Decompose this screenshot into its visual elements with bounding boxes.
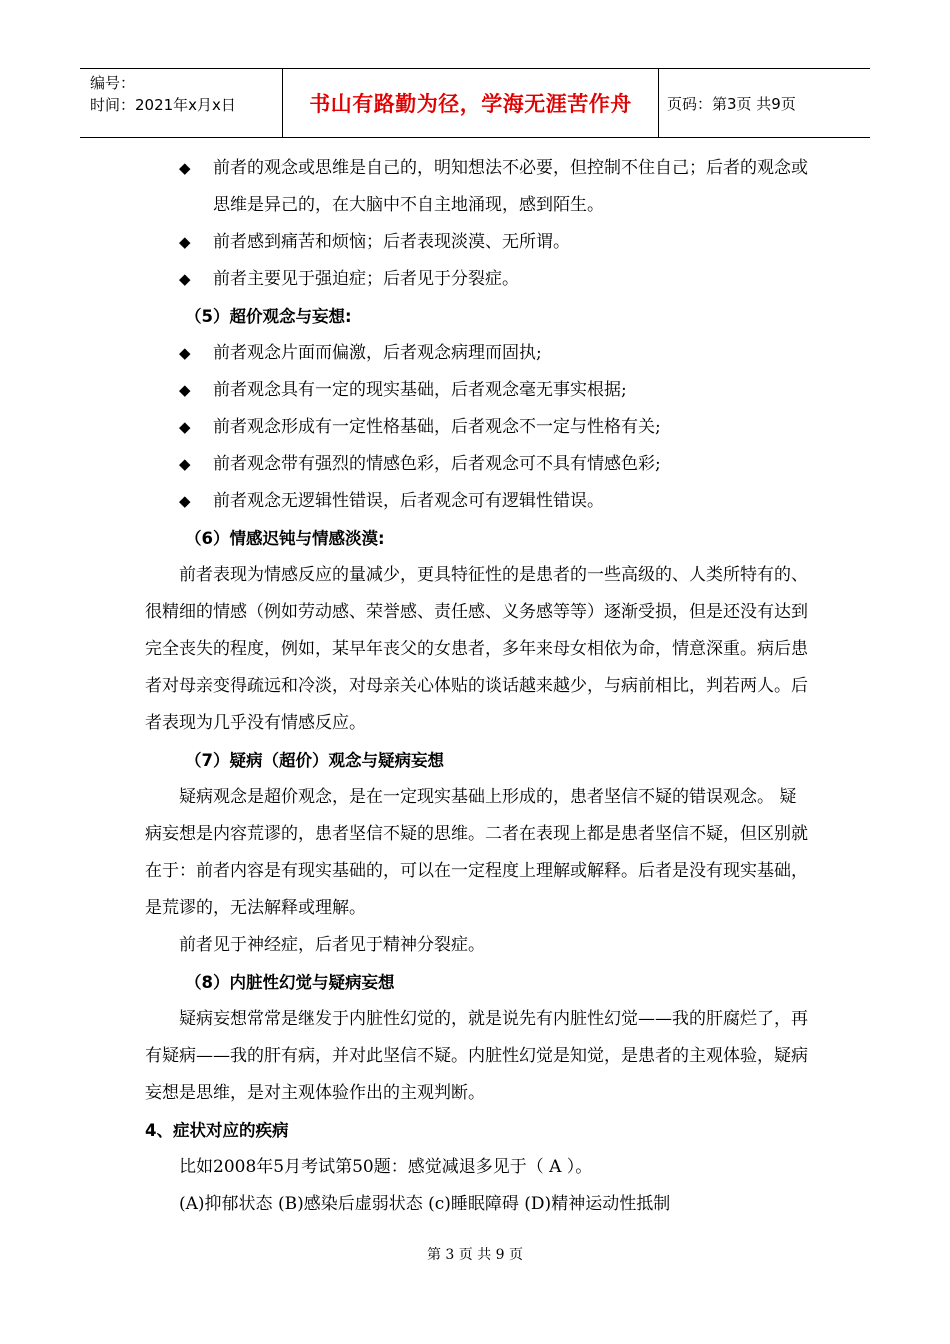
list-item: ◆ 前者观念形成有一定性格基础，后者观念不一定与性格有关;: [145, 409, 810, 446]
list-item: ◆ 前者感到痛苦和烦恼；后者表现淡漠、无所谓。: [145, 224, 810, 261]
diamond-bullet-icon: ◆: [179, 159, 191, 177]
page-header: [80, 68, 870, 138]
paragraph-6: 前者表现为情感反应的量减少，更具特征性的是患者的一些高级的、人类所特有的、很精细的情感（例如劳动感、荣誉感、责任感、义务感等等）逐渐受损，但是还没有达到完全丧失的程度，例如，某早年丧父的女患者，多年来母女相依为命，情意深重。病后患者对母亲变得疏远和冷淡，对母亲关心体贴的谈话越来越少，与病前相比，判若两人。后者表现为几乎没有情感反应。: [145, 565, 808, 733]
header-motto: 书山有路勤为径，学海无涯苦作舟: [283, 69, 659, 137]
doc-number-label: 编号：: [90, 74, 136, 92]
paragraph-7b: 前者见于神经症，后者见于精神分裂症。: [179, 935, 485, 955]
section-heading-5: （5）超价观念与妄想:: [185, 307, 352, 326]
section-heading-7: （7）疑病（超价）观念与疑病妄想: [185, 751, 444, 770]
doc-time-label: 时间：2021年x月x日: [90, 96, 236, 114]
diamond-bullet-icon: ◆: [179, 270, 191, 288]
header-page-label: 页码：第3页 共9页: [667, 94, 796, 113]
paragraph-7a: 疑病观念是超价观念，是在一定现实基础上形成的，患者坚信不疑的错误观念。 疑病妄想是内容荒谬的，患者坚信不疑的思维。二者在表现上都是患者坚信不疑，但区别就在于：前者内容是有现实基础的，可以在一定程度上理解或解释。后者是没有现实基础，是荒谬的，无法解释或理解。: [145, 787, 808, 918]
example-question: 比如2008年5月考试第50题：感觉减退多见于（ A ）。: [179, 1157, 593, 1177]
list-item: ◆ 前者观念片面而偏激，后者观念病理而固执;: [145, 335, 810, 372]
list-item: ◆ 前者主要见于强迫症；后者见于分裂症。: [145, 261, 810, 298]
diamond-bullet-icon: ◆: [179, 344, 191, 362]
document-body: [145, 150, 810, 1223]
diamond-bullet-icon: ◆: [179, 492, 191, 510]
section-heading-4: 4、症状对应的疾病: [145, 1121, 289, 1140]
section-heading-8: （8）内脏性幻觉与疑病妄想: [185, 973, 395, 992]
paragraph-8: 疑病妄想常常是继发于内脏性幻觉的，就是说先有内脏性幻觉——我的肝腐烂了，再有疑病——我的肝有病，并对此坚信不疑。内脏性幻觉是知觉，是患者的主观体验，疑病妄想是思维，是对主观体验作出的主观判断。: [145, 1009, 808, 1103]
diamond-bullet-icon: ◆: [179, 233, 191, 251]
list-item: ◆ 前者观念带有强烈的情感色彩，后者观念可不具有情感色彩;: [145, 446, 810, 483]
list-item: ◆ 前者观念无逻辑性错误，后者观念可有逻辑性错误。: [145, 483, 810, 520]
header-meta: [80, 69, 283, 137]
page-footer: 第 3 页 共 9 页: [426, 1247, 524, 1263]
list-item: ◆ 前者的观念或思维是自己的，明知想法不必要，但控制不住自己；后者的观念或思维是异己的，在大脑中不自主地涌现，感到陌生。: [145, 150, 810, 224]
diamond-bullet-icon: ◆: [179, 418, 191, 436]
list-item: ◆ 前者观念具有一定的现实基础，后者观念毫无事实根据;: [145, 372, 810, 409]
answer-options: (A)抑郁状态 (B)感染后虚弱状态 (c)睡眠障碍 (D)精神运动性抵制: [179, 1194, 671, 1214]
diamond-bullet-icon: ◆: [179, 455, 191, 473]
section-heading-6: （6）情感迟钝与情感淡漠:: [185, 529, 385, 548]
diamond-bullet-icon: ◆: [179, 381, 191, 399]
